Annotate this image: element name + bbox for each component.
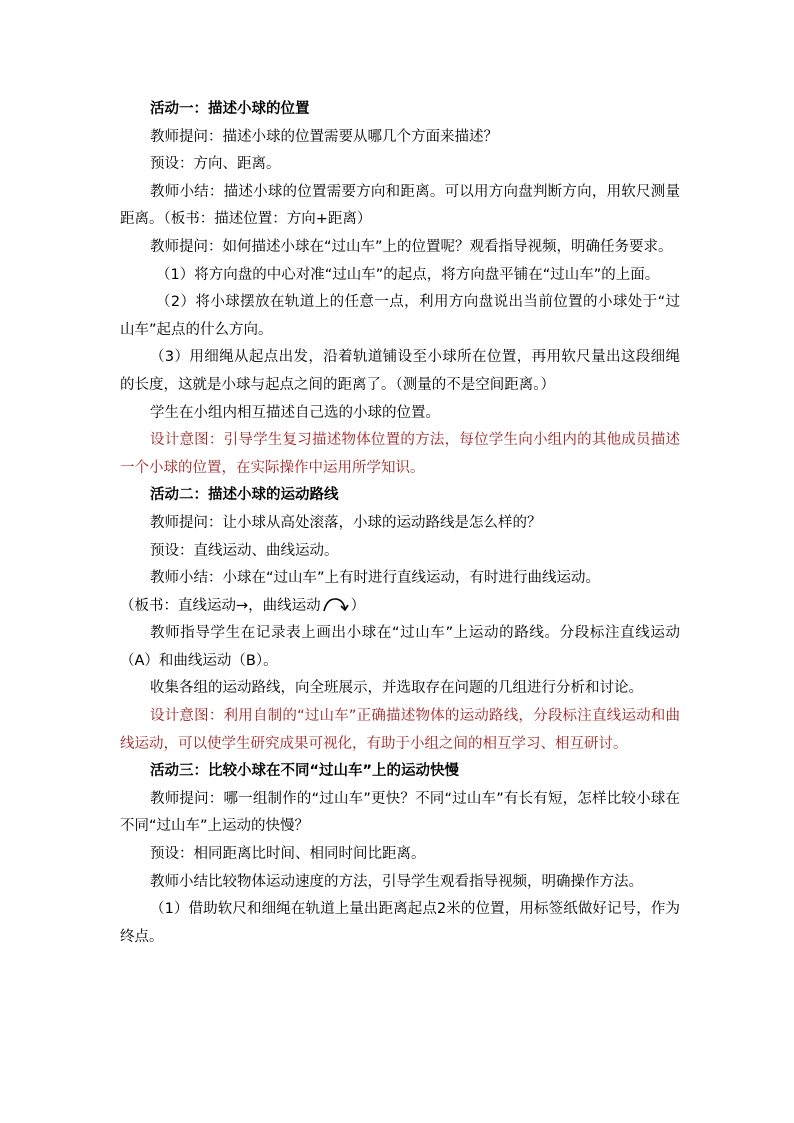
activity2-design-intent: 设计意图：利用自制的“过山车”正确描述物体的运动路线，分段标注直线运动和曲线运动，可以使学生研究成果可视化，有助于小组之间的相互学习、相互研讨。 (120, 708, 680, 752)
activity1-step-3: （3）用细绳从起点出发，沿着轨道铺设至小球所在位置，再用软尺量出这段细绳的长度，这就是小球与起点之间的距离了。（测量的不是空间距离。） (120, 349, 680, 393)
activity2-question: 教师提问：让小球从高处滚落，小球的运动路线是怎么样的？ (150, 514, 542, 531)
curve-arrow-icon (321, 597, 351, 613)
activity1-title: 活动一：描述小球的位置 (150, 101, 310, 117)
board-note-text: （板书：直线运动→，曲线运动 (120, 597, 321, 614)
activity1-design-intent: 设计意图：引导学生复习描述物体位置的方法，每位学生向小组内的其他成员描述一个小球的位置，在实际操作中运用所学知识。 (120, 432, 680, 476)
document-body (120, 96, 680, 951)
activity1-step-1: （1）将方向盘的中心对准“过山车”的起点，将方向盘平铺在“过山车”的上面。 (156, 266, 660, 283)
activity3-question: 教师提问：哪一组制作的“过山车”更快？不同“过山车”有长有短，怎样比较小球在不同“过山车”上运动的快慢？ (120, 790, 680, 835)
activity1-preset: 预设：方向、距离。 (150, 156, 281, 173)
activity2-summary: 教师小结：小球在“过山车”上有时进行直线运动，有时进行曲线运动。 (150, 570, 601, 587)
activity2-guide: 教师指导学生在记录表上画出小球在“过山车”上运动的路线。分段标注直线运动（A）和曲线运动（B）。 (120, 625, 680, 669)
activity2-board-note (120, 593, 680, 621)
activity2-title: 活动二：描述小球的运动路线 (150, 487, 339, 504)
activity1-step-2: （2）将小球摆放在轨道上的任意一点，利用方向盘说出当前位置的小球处于“过山车”起点的什么方向。 (120, 294, 680, 338)
activity2-preset: 预设：直线运动、曲线运动。 (150, 542, 339, 559)
activity1-question: 教师提问：描述小球的位置需要从哪几个方面来描述？ (150, 128, 498, 145)
board-note-end: ） (350, 597, 366, 614)
activity2-collect: 收集各组的运动路线，向全班展示，并选取存在问题的几组进行分析和讨论。 (150, 680, 643, 697)
activity3-step-1: （1）借助软尺和细绳在轨道上量出距离起点2米的位置，用标签纸做好记号，作为终点。 (120, 901, 680, 945)
activity1-group-work: 学生在小组内相互描述自己选的小球的位置。 (150, 404, 440, 421)
activity3-preset: 预设：相同距离比时间、相同时间比距离。 (150, 846, 426, 863)
activity1-question-2: 教师提问：如何描述小球在“过山车”上的位置呢？观看指导视频，明确任务要求。 (150, 238, 673, 255)
activity1-summary: 教师小结：描述小球的位置需要方向和距离。可以用方向盘判断方向，用软尺测量距离。（板书：描述位置：方向+距离） (120, 183, 680, 228)
activity3-title: 活动三：比较小球在不同“过山车”上的运动快慢 (150, 763, 460, 780)
activity3-summary: 教师小结比较物体运动速度的方法，引导学生观看指导视频，明确操作方法。 (150, 873, 643, 890)
